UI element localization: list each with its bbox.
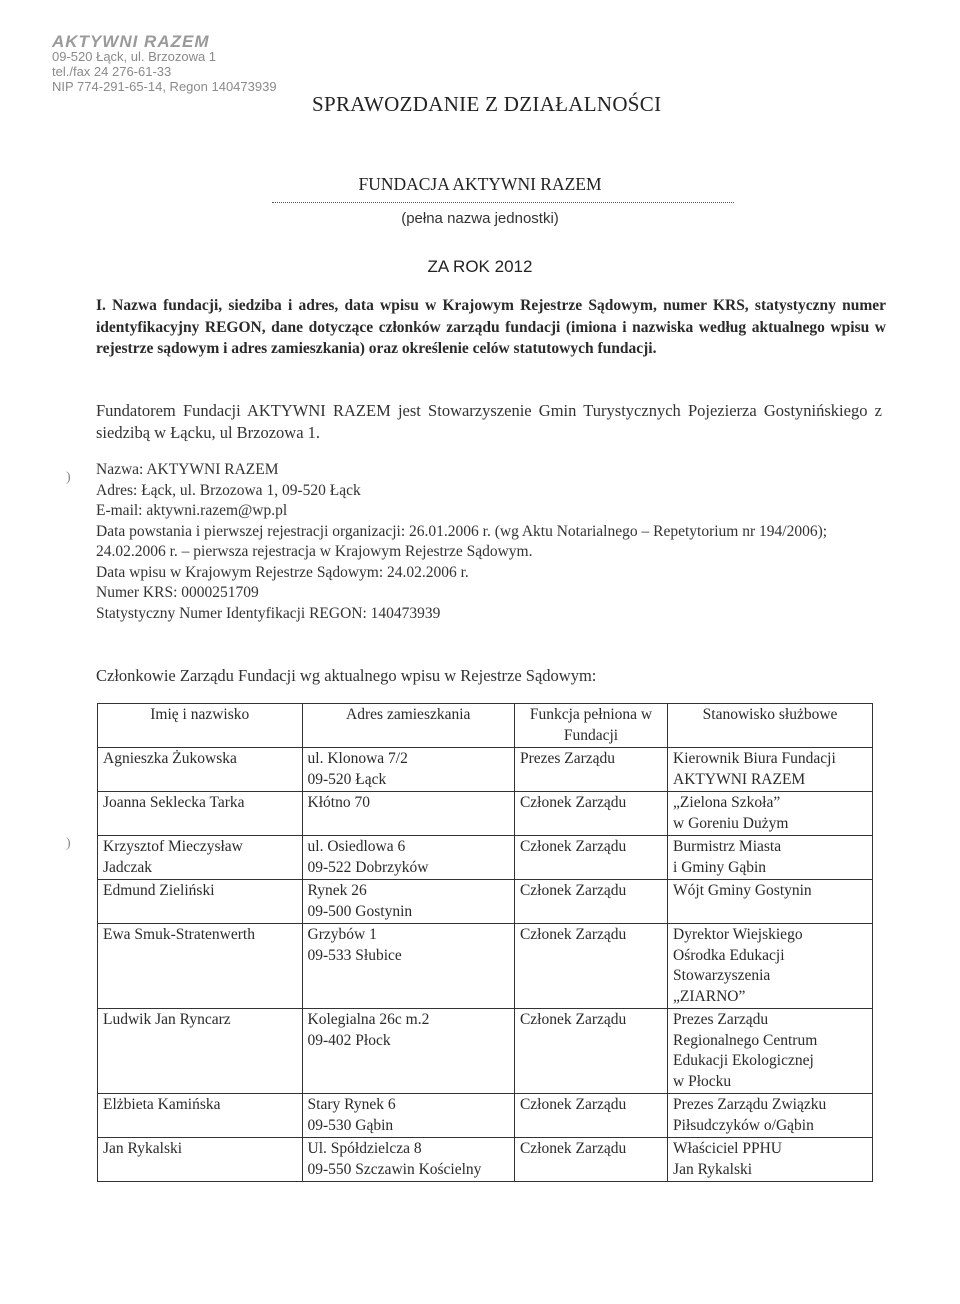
- organization-name: FUNDACJA AKTYWNI RAZEM: [358, 174, 602, 194]
- organization-note: (pełna nazwa jednostki): [401, 210, 559, 227]
- table-row: [98, 748, 873, 792]
- cell-position: Właściciel PPHU Jan Rykalski: [668, 1138, 873, 1182]
- cell-address: Grzybów 1 09-533 Słubice: [302, 924, 514, 1009]
- header-address: Adres zamieszkania: [302, 704, 514, 748]
- cell-position: Wójt Gminy Gostynin: [668, 880, 873, 924]
- table-row: [98, 836, 873, 880]
- cell-name: Ewa Smuk-Stratenwerth: [98, 924, 303, 1009]
- cell-function: Członek Zarządu: [514, 1009, 667, 1094]
- cell-address: Kłótno 70: [302, 792, 514, 836]
- detail-address: Adres: Łąck, ul. Brzozowa 1, 09-520 Łąck: [96, 481, 361, 499]
- cell-name: Jan Rykalski: [98, 1138, 303, 1182]
- cell-address: Ul. Spółdzielcza 8 09-550 Szczawin Kościelny: [302, 1138, 514, 1182]
- cell-position: Prezes Zarządu Związku Piłsudczyków o/Gąbin: [668, 1094, 873, 1138]
- cell-function: Członek Zarządu: [514, 792, 667, 836]
- cell-function: Członek Zarządu: [514, 836, 667, 880]
- margin-mark: ): [66, 470, 71, 485]
- table-header-row: [98, 704, 873, 748]
- cell-address: Rynek 26 09-500 Gostynin: [302, 880, 514, 924]
- cell-name: Ludwik Jan Ryncarz: [98, 1009, 303, 1094]
- board-members-table: [97, 703, 873, 1182]
- cell-address: ul. Klonowa 7/2 09-520 Łąck: [302, 748, 514, 792]
- table-row: [98, 880, 873, 924]
- table-row: [98, 1009, 873, 1094]
- cell-address: Kolegialna 26c m.2 09-402 Płock: [302, 1009, 514, 1094]
- cell-position: Dyrektor Wiejskiego Ośrodka Edukacji Stowarzyszenia „ZIARNO”: [668, 924, 873, 1009]
- cell-position: Burmistrz Miasta i Gminy Gąbin: [668, 836, 873, 880]
- table-row: [98, 792, 873, 836]
- header-position: Stanowisko służbowe: [668, 704, 873, 748]
- stamp-ids: NIP 774-291-65-14, Regon 140473939: [52, 79, 277, 94]
- cell-name: Edmund Zieliński: [98, 880, 303, 924]
- founder-paragraph: Fundatorem Fundacji AKTYWNI RAZEM jest Stowarzyszenie Gmin Turystycznych Pojezierza Gostynińskiego z siedzibą w Łącku, ul Brzozowa 1.: [96, 401, 882, 442]
- table-body: [98, 748, 873, 1182]
- cell-position: Kierownik Biura Fundacji AKTYWNI RAZEM: [668, 748, 873, 792]
- detail-regon: Statystyczny Numer Identyfikacji REGON: 140473939: [96, 604, 441, 622]
- foundation-details: [96, 460, 888, 624]
- header-name: Imię i nazwisko: [98, 704, 303, 748]
- cell-address: Stary Rynek 6 09-530 Gąbin: [302, 1094, 514, 1138]
- cell-function: Członek Zarządu: [514, 1094, 667, 1138]
- stamp-phone: tel./fax 24 276-61-33: [52, 64, 172, 79]
- cell-name: Krzysztof Mieczysław Jadczak: [98, 836, 303, 880]
- cell-function: Członek Zarządu: [514, 924, 667, 1009]
- report-year: ZA ROK 2012: [427, 257, 533, 276]
- cell-name: Joanna Seklecka Tarka: [98, 792, 303, 836]
- dotted-divider: [272, 202, 734, 203]
- detail-krs-entry-date: Data wpisu w Krajowym Rejestrze Sądowym: 24.02.2006 r.: [96, 563, 469, 581]
- detail-registration-date: Data powstania i pierwszej rejestracji organizacji: 26.01.2006 r. (wg Aktu Notarialnego – Repetytorium nr 194/2006); 24.02.2006 r. – pierwsza rejestracja w Krajowym Rejestrze Sądowym.: [96, 522, 828, 560]
- organization-stamp: [52, 34, 292, 94]
- table-row: [98, 1094, 873, 1138]
- margin-mark: ): [66, 836, 71, 851]
- cell-function: Prezes Zarządu: [514, 748, 667, 792]
- stamp-address: 09-520 Łąck, ul. Brzozowa 1: [52, 49, 217, 64]
- cell-position: „Zielona Szkoła” w Goreniu Dużym: [668, 792, 873, 836]
- document-title: SPRAWOZDANIE Z DZIAŁALNOŚCI: [312, 92, 662, 116]
- cell-name: Agnieszka Żukowska: [98, 748, 303, 792]
- cell-name: Elżbieta Kamińska: [98, 1094, 303, 1138]
- cell-function: Członek Zarządu: [514, 880, 667, 924]
- cell-position: Prezes Zarządu Regionalnego Centrum Edukacji Ekologicznej w Płocku: [668, 1009, 873, 1094]
- table-row: [98, 1138, 873, 1182]
- table-row: [98, 924, 873, 1009]
- section-heading: I. Nazwa fundacji, siedziba i adres, data wpisu w Krajowym Rejestrze Sądowym, numer KRS, statystyczny numer identyfikacyjny REGON, dane dotyczące członków zarządu fundacji (imiona i nazwiska według aktualnego wpisu w rejestrze sądowym i adres zamieszkania) oraz określenie celów statutowych fundacji.: [96, 297, 886, 357]
- cell-function: Członek Zarządu: [514, 1138, 667, 1182]
- header-function: Funkcja pełniona w Fundacji: [514, 704, 667, 748]
- cell-address: ul. Osiedlowa 6 09-522 Dobrzyków: [302, 836, 514, 880]
- detail-krs-number: Numer KRS: 0000251709: [96, 584, 259, 601]
- board-intro: Członkowie Zarządu Fundacji wg aktualnego wpisu w Rejestrze Sądowym:: [96, 666, 597, 685]
- detail-email: E-mail: aktywni.razem@wp.pl: [96, 502, 288, 519]
- stamp-name: AKTYWNI RAZEM: [52, 32, 210, 51]
- detail-name: Nazwa: AKTYWNI RAZEM: [96, 461, 279, 478]
